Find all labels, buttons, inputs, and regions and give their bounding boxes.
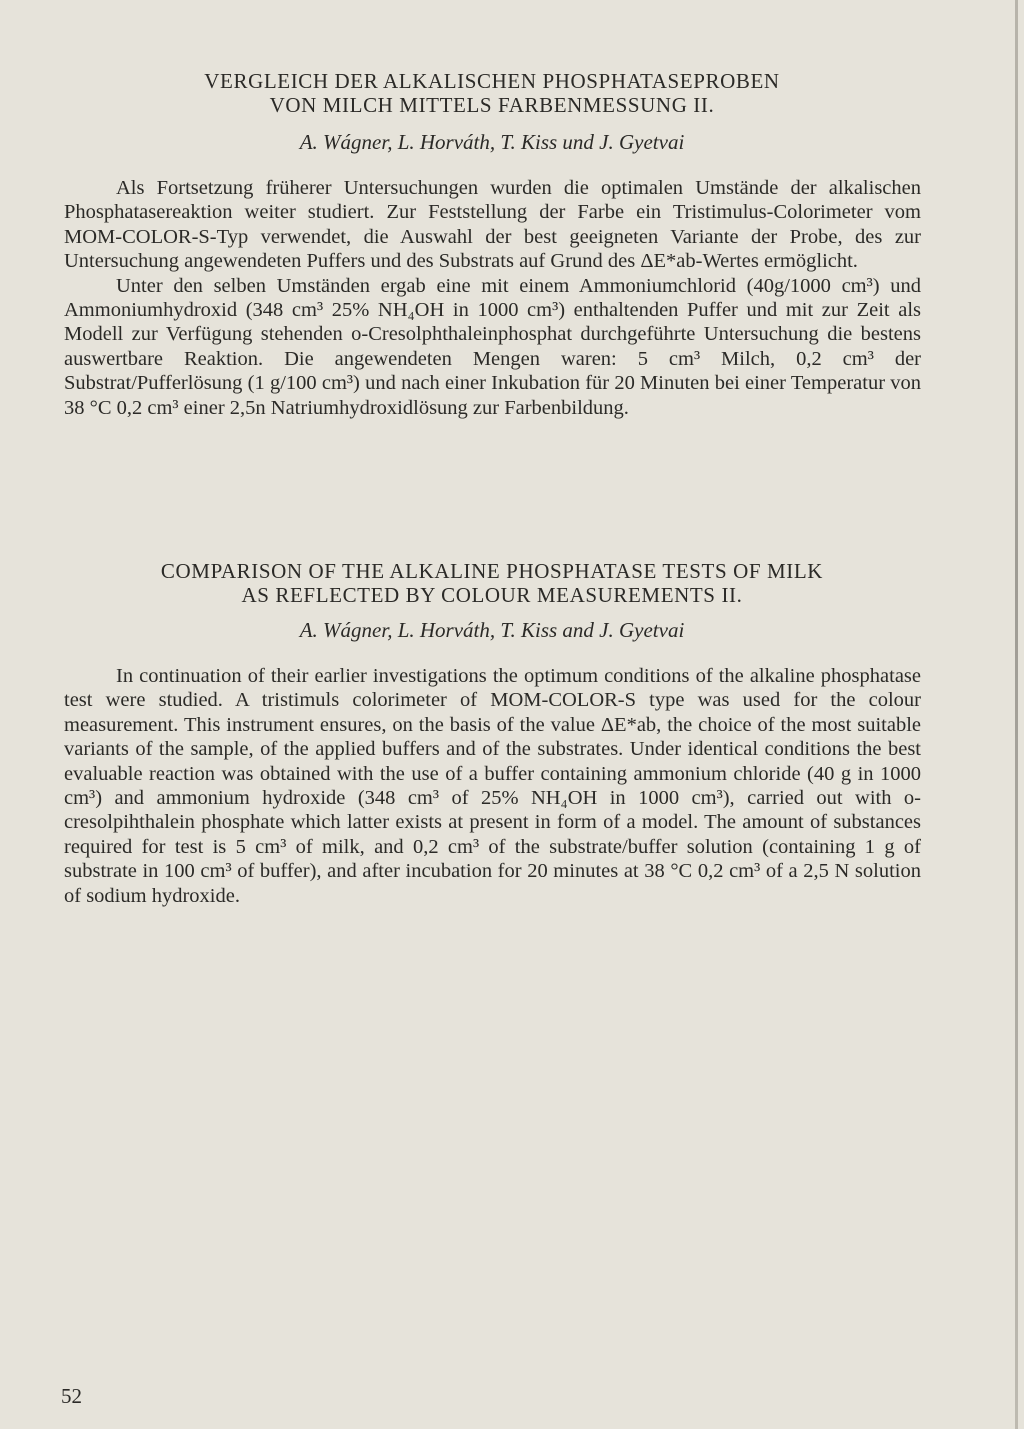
english-title-line2: AS REFLECTED BY COLOUR MEASUREMENTS II. (241, 583, 743, 607)
german-authors: A. Wágner, L. Horváth, T. Kiss und J. Gyetvai (299, 130, 685, 154)
german-abstract (64, 176, 921, 420)
german-title-line2: VON MILCH MITTELS FARBENMESSUNG II. (269, 93, 715, 117)
german-title-line1: VERGLEICH DER ALKALISCHEN PHOSPHATASEPROBEN (204, 69, 780, 93)
english-paragraph-1: In continuation of their earlier investigations the optimum conditions of the alkaline phosphatase test were studied. A tristimuls colorimeter of MOM-COLOR-S type was used for the colour measurement. This instrument ensures, on the basis of the value ΔE*ab, the choice of the most suitable variants of the sample, of the applied buffers and of the substrates. Under identical conditions the best evaluable reaction was obtained with the use of a buffer containing ammonium chloride (40 g in 1000 cm³) and ammonium hydroxide (348 cm³ of 25% NH₄OH in 1000 cm³), carried out with o-cresolpihthalein phosphate which latter exists at present in form of a model. The amount of substances required for test is 5 cm³ of milk, and 0,2 cm³ of the substrate/buffer solution (containing 1 g of substrate in 100 cm³ of buffer), and after incubation for 20 minutes at 38 °C 0,2 cm³ of a 2,5 N solution of sodium hydroxide. (64, 665, 921, 907)
german-paragraph-2: Unter den selben Umständen ergab eine mit einem Ammoniumchlorid (40g/1000 cm³) und Ammoniumhydroxid (348 cm³ 25% NH₄OH in 1000 cm³) enthaltenden Puffer und mit zur Zeit als Modell zur Verfügung stehenden o-Cresolphthaleinphosphat durchgeführte Untersuchung die bestens auswertbare Reaktion. Die angewendeten Mengen waren: 5 cm³ Milch, 0,2 cm³ der Substrat/Pufferlösung (1 g/100 cm³) und nach einer Inkubation für 20 Minuten bei einer Temperatur von 38 °C 0,2 cm³ einer 2,5n Natriumhydroxidlösung zur Farbenbildung. (64, 274, 921, 419)
page-number: 52 (61, 1384, 82, 1408)
english-authors: A. Wágner, L. Horváth, T. Kiss and J. Gyetvai (299, 618, 685, 642)
english-abstract (64, 664, 921, 908)
english-title-line1: COMPARISON OF THE ALKALINE PHOSPHATASE TESTS OF MILK (160, 559, 824, 583)
german-paragraph-1: Als Fortsetzung früherer Untersuchungen wurden die optimalen Umstände der alkalischen Phosphatasereaktion weiter studiert. Zur Feststellung der Farbe ein Tristimulus-Colorimeter vom MOM-COLOR-S-Typ verwendet, die Auswahl der best geeigneten Variante der Probe, des zur Untersuchung angewendeten Puffers und des Substrats auf Grund des ΔE*ab-Wertes ermöglicht. (64, 177, 921, 273)
page-edge-shadow (1015, 0, 1018, 1429)
